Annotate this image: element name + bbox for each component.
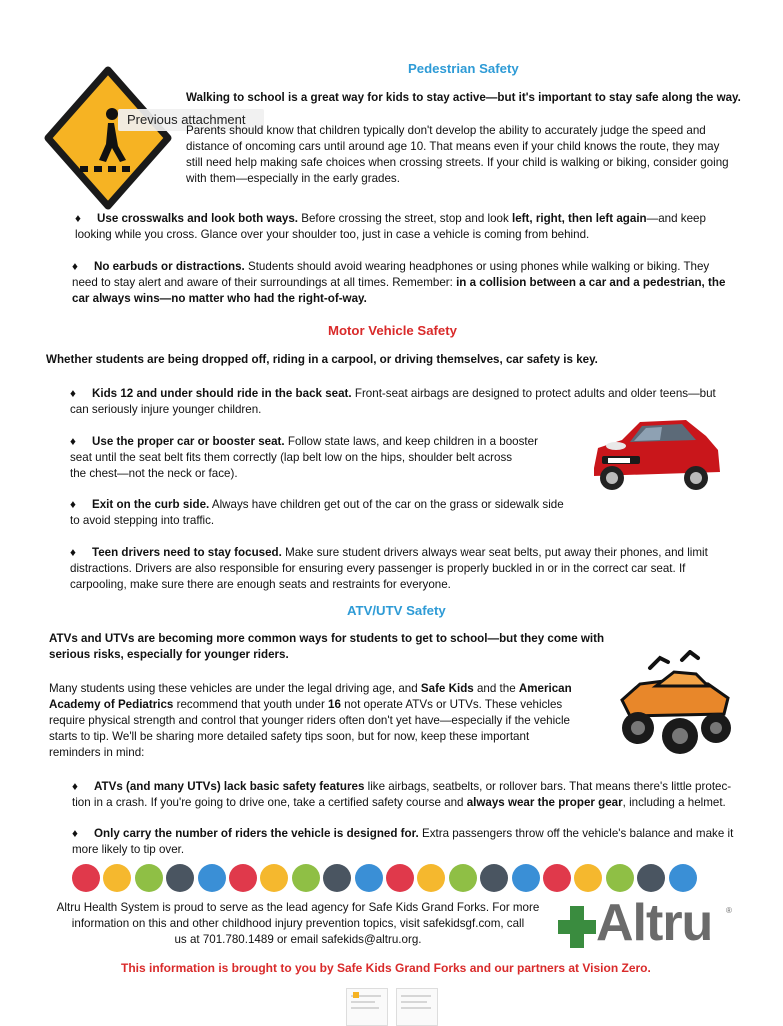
decorative-dot: [512, 864, 540, 892]
page-thumbnail-2[interactable]: [396, 988, 438, 1026]
decorative-dot: [386, 864, 414, 892]
altru-logo-text: Altru: [596, 894, 713, 952]
decorative-dot: [72, 864, 100, 892]
pedestrian-bullet-earbuds: ♦ No earbuds or distractions. Students should avoid wearing headphones or using phones while walking or biking. They need to stay alert and aware of their surroundings at all times. Remember: in a collision between a car and a pedestrian, the car always wins—no matter who had the right-of-way.: [72, 260, 726, 305]
decorative-dot: [229, 864, 257, 892]
motor-bullet-curb: ♦ Exit on the curb side. Always have children get out of the car on the grass or sidewalk side to avoid stepping into traffic.: [70, 498, 564, 527]
motor-bullet-teen-drivers: ♦ Teen drivers need to stay focused. Make sure student drivers always wear seat belts, put away their phones, and limit distractions. Drivers are also responsible for ensuring every passenger is properly buckled in or in the correct car seat. If carpooling, make sure there are enough seats and restraints for everyone.: [70, 546, 708, 591]
decorative-dot: [417, 864, 445, 892]
decorative-dot: [103, 864, 131, 892]
decorative-dot: [637, 864, 665, 892]
atv-bullet-safety-features: ♦ ATVs (and many UTVs) lack basic safety features like airbags, seatbelts, or rollover bars. That means there's little protec- tion in a crash. If you're going to drive one, take a certified safety course and always wear the proper gear, including a helmet.: [72, 780, 732, 809]
altru-cross-icon: [556, 904, 598, 950]
motor-bullet-booster: ♦ Use the proper car or booster seat. Follow state laws, and keep children in a booster seat until the seat belt fits them correctly (lap belt low on the hips, shoulder belt across the chest—not the neck or face).: [70, 435, 538, 480]
altru-logo: [556, 894, 736, 952]
decorative-dot: [606, 864, 634, 892]
altru-registered-mark: ®: [726, 906, 732, 915]
decorative-dot: [166, 864, 194, 892]
motor-heading: Motor Vehicle Safety: [328, 323, 457, 338]
atv-heading: ATV/UTV Safety: [347, 603, 446, 618]
atv-bullet-riders: ♦ Only carry the number of riders the vehicle is designed for. Extra passengers throw off the vehicle's balance and make it more likely to tip over.: [72, 827, 734, 856]
atv-paragraph: Many students using these vehicles are under the legal driving age, and Safe Kids and the American Academy of Pediatrics recommend that youth under 16 not operate ATVs or UTVs. These vehicles require physical strength and control that younger riders often don't yet have—especially if the vehicle starts to tip. We'll be sharing more detailed safety tips soon, but for now, keep these important reminders in mind:: [49, 682, 572, 759]
pedestrian-lead: Walking to school is a great way for kids to stay active—but it's important to stay safe along the way.: [186, 91, 741, 104]
atv-lead: ATVs and UTVs are becoming more common ways for students to get to school—but they come with serious risks, especially for younger riders.: [49, 632, 605, 661]
page-thumbnail-1[interactable]: [346, 988, 388, 1026]
decorative-dot: [260, 864, 288, 892]
decorative-dot: [135, 864, 163, 892]
pedestrian-intro: Parents should know that children typically don't develop the ability to accurately judge the speed and distance of oncoming cars until around age 10. That means even if your child knows the route, they may still need help making safe choices when crossing streets. If your child is walking or biking, consider going with them—especially in the early grades.: [186, 124, 729, 185]
footer-text: Altru Health System is proud to serve as the lead agency for Safe Kids Grand Forks. For more information on this and other childhood injury prevention topics, visit safekidsgf.com, call us at 701.780.1489 or email safekids@altru.org.: [56, 901, 540, 946]
decorative-dot: [480, 864, 508, 892]
decorative-dot: [669, 864, 697, 892]
red-car-icon: [588, 410, 724, 494]
decorative-dot: [198, 864, 226, 892]
decorative-dot: [574, 864, 602, 892]
atv-quad-icon: [612, 650, 736, 758]
pedestrian-heading: Pedestrian Safety: [408, 61, 519, 76]
decorative-dot: [449, 864, 477, 892]
pedestrian-bullet-crosswalks: ♦ Use crosswalks and look both ways. Before crossing the street, stop and look left, right, then left again—and keep looking while you cross. Glance over your shoulder too, just in case a vehicle is coming from behind.: [75, 212, 706, 241]
decorative-dot: [355, 864, 383, 892]
decorative-dot: [543, 864, 571, 892]
previous-attachment-tooltip[interactable]: Previous attachment: [118, 109, 264, 131]
motor-lead: Whether students are being dropped off, riding in a carpool, or driving themselves, car safety is key.: [46, 353, 598, 366]
decorative-dot: [292, 864, 320, 892]
motor-bullet-back-seat: ♦ Kids 12 and under should ride in the back seat. Front-seat airbags are designed to protect adults and older teens—but can seriously injure younger children.: [70, 387, 716, 416]
pedestrian-crossing-sign-icon: [44, 66, 172, 210]
footer-bottom-line: This information is brought to you by Safe Kids Grand Forks and our partners at Vision Zero.: [121, 961, 651, 975]
decorative-dot: [323, 864, 351, 892]
